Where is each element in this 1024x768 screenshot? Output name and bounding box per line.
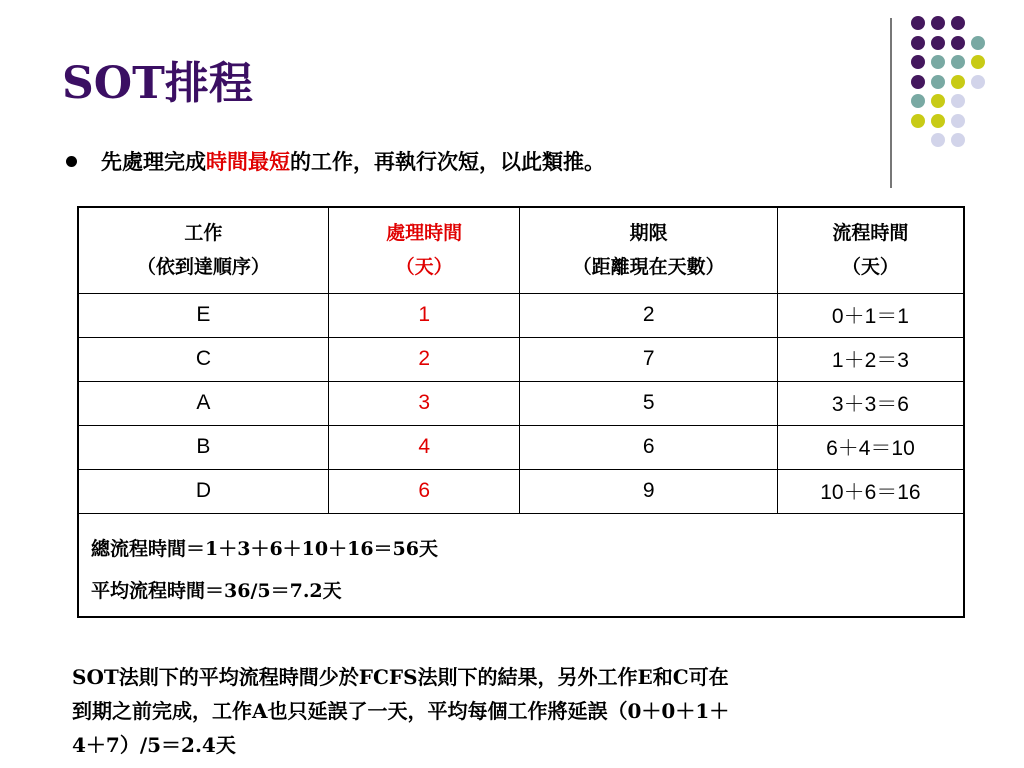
sot-schedule-table <box>77 206 965 618</box>
decorative-dot <box>951 55 965 69</box>
decorative-dot <box>931 36 945 50</box>
decorative-dot <box>911 55 925 69</box>
decorative-dot <box>931 94 945 108</box>
cell-flow-time: 10＋6＝16 <box>777 469 964 513</box>
header-job: 工作 （依到達順序） <box>78 207 328 293</box>
decorative-dot <box>911 16 925 30</box>
decorative-dot <box>951 94 965 108</box>
header-flow-time: 流程時間 （天） <box>777 207 964 293</box>
cell-job: D <box>78 469 328 513</box>
decorative-dot <box>911 36 925 50</box>
cell-job: C <box>78 337 328 381</box>
slide-title: SOT排程 <box>62 58 253 109</box>
conclusion-paragraph <box>72 660 992 762</box>
bullet-point <box>66 146 605 176</box>
cell-flow-time: 3＋3＝6 <box>777 381 964 425</box>
conclusion-line-3: 4＋7）/5＝2.4天 <box>72 733 236 757</box>
cell-process-time: 2 <box>328 337 520 381</box>
header-process-time: 處理時間 （天） <box>328 207 520 293</box>
cell-flow-time: 6＋4＝10 <box>777 425 964 469</box>
decorative-dot <box>931 114 945 128</box>
cell-process-time: 4 <box>328 425 520 469</box>
cell-flow-time: 1＋2＝3 <box>777 337 964 381</box>
decorative-dot <box>931 16 945 30</box>
cell-job: E <box>78 293 328 337</box>
cell-flow-time: 0＋1＝1 <box>777 293 964 337</box>
decorative-dot <box>971 75 985 89</box>
decorative-dot <box>951 75 965 89</box>
header-deadline: 期限 （距離現在天數） <box>520 207 777 293</box>
decorative-dot <box>951 114 965 128</box>
table-row <box>78 425 964 469</box>
table-summary-cell <box>78 513 964 617</box>
table-row <box>78 469 964 513</box>
cell-process-time: 3 <box>328 381 520 425</box>
cell-process-time: 1 <box>328 293 520 337</box>
decorative-dot <box>951 36 965 50</box>
cell-job: B <box>78 425 328 469</box>
total-flow-time: 總流程時間＝1＋3＋6＋10＋16＝56天 <box>91 537 438 560</box>
conclusion-line-1: SOT法則下的平均流程時間少於FCFS法則下的結果，另外工作E和C可在 <box>72 665 729 689</box>
decorative-dot <box>971 36 985 50</box>
decorative-dot <box>951 133 965 147</box>
bullet-text-suffix: 的工作，再執行次短，以此類推。 <box>290 149 605 174</box>
cell-deadline: 9 <box>520 469 777 513</box>
bullet-text-highlight: 時間最短 <box>206 149 290 174</box>
cell-deadline: 6 <box>520 425 777 469</box>
cell-deadline: 7 <box>520 337 777 381</box>
table-row <box>78 293 964 337</box>
bullet-icon <box>66 156 77 167</box>
decorative-dot <box>911 114 925 128</box>
decorative-dot <box>931 55 945 69</box>
decorative-dot <box>971 55 985 69</box>
table-header-row <box>78 207 964 293</box>
table-summary-row <box>78 513 964 617</box>
decorative-dot <box>931 75 945 89</box>
decorative-dot <box>951 16 965 30</box>
table-row <box>78 381 964 425</box>
decorative-dot <box>911 94 925 108</box>
cell-job: A <box>78 381 328 425</box>
decorative-dot <box>911 75 925 89</box>
decorative-dot <box>931 133 945 147</box>
table-row <box>78 337 964 381</box>
cell-deadline: 5 <box>520 381 777 425</box>
average-flow-time: 平均流程時間＝36/5＝7.2天 <box>91 579 342 602</box>
bullet-text-prefix: 先處理完成 <box>101 149 206 174</box>
cell-process-time: 6 <box>328 469 520 513</box>
decorative-divider-line <box>890 18 892 188</box>
cell-deadline: 2 <box>520 293 777 337</box>
conclusion-line-2: 到期之前完成，工作A也只延誤了一天，平均每個工作將延誤（0＋0＋1＋ <box>72 699 730 723</box>
